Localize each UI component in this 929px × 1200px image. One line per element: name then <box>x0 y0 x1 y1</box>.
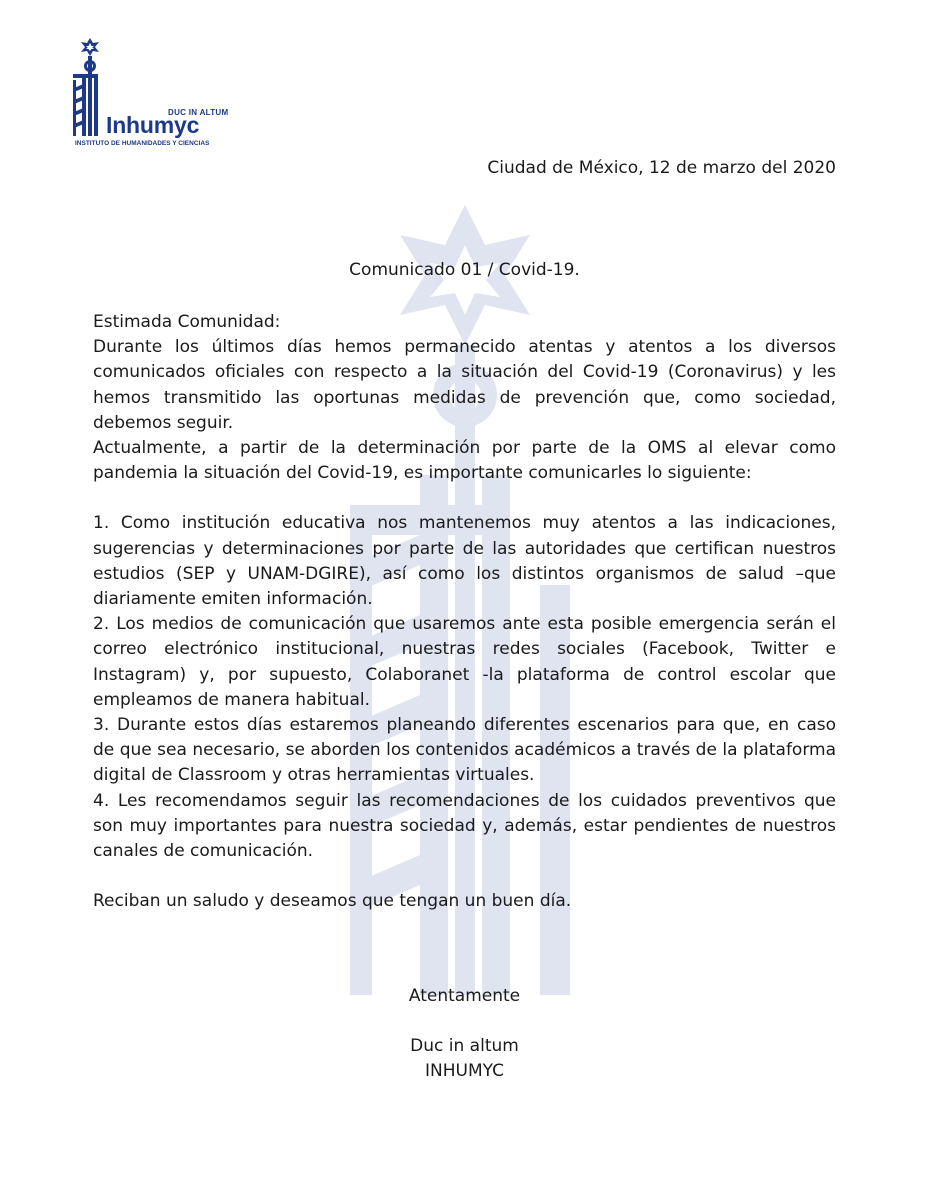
letter-date: Ciudad de México, 12 de marzo del 2020 <box>487 158 836 178</box>
letter-title: Comunicado 01 / Covid-19. <box>349 260 580 280</box>
paragraph-context: Actualmente, a partir de la determinación por parte de la OMS al elevar como pandemia la situación del Covid-19, es importante comunicarles lo siguiente: <box>93 438 836 484</box>
letter-body <box>93 310 836 914</box>
point-2: 2. Los medios de comunicación que usaremos ante esta posible emergencia serán el correo electrónico institucional, nuestras redes sociales (Facebook, Twitter e Instagram) y, por supuesto, Colaboranet -la plataforma de control escolar que empleamos de manera habitual. <box>93 614 836 710</box>
paragraph-intro: Durante los últimos días hemos permanecido atentas y atentos a los diversos comunicados oficiales con respecto a la situación del Covid-19 (Coronavirus) y les hemos transmitido las oportunas medidas de prevención que, como sociedad, debemos seguir. <box>93 337 836 433</box>
signature-valediction: Atentamente <box>408 986 521 1006</box>
logo-subtitle: INSTITUTO DE HUMANIDADES Y CIENCIAS <box>75 140 210 147</box>
institution-logo <box>70 38 240 153</box>
spacer <box>93 486 836 511</box>
closing-line: Reciban un saludo y deseamos que tengan un buen día. <box>93 891 572 912</box>
logo-motto: DUC IN ALTUM <box>168 108 229 117</box>
signature-org: INHUMYC <box>425 1061 504 1081</box>
logo-emblem-icon <box>70 38 110 138</box>
greeting: Estimada Comunidad: <box>93 312 281 332</box>
point-1: 1. Como institución educativa nos mantenemos muy atentos a las indicaciones, sugerencias y determinaciones por parte de las autoridades que certifican nuestros estudios (SEP y UNAM-DGIRE), así como los distintos organismos de salud –que diariamente emiten información. <box>93 513 836 610</box>
point-3: 3. Durante estos días estaremos planeando diferentes escenarios para que, en caso de que sea necesario, se aborden los contenidos académicos a través de la plataforma digital de Classroom y otras herramientas virtuales. <box>93 715 836 786</box>
signature-motto: Duc in altum <box>410 1036 519 1056</box>
spacer <box>93 864 836 889</box>
logo-name: Inhumyc <box>106 112 200 138</box>
point-4: 4. Les recomendamos seguir las recomendaciones de los cuidados preventivos que son muy importantes para nuestra sociedad y, además, estar pendientes de nuestros canales de comunicación. <box>93 790 836 862</box>
